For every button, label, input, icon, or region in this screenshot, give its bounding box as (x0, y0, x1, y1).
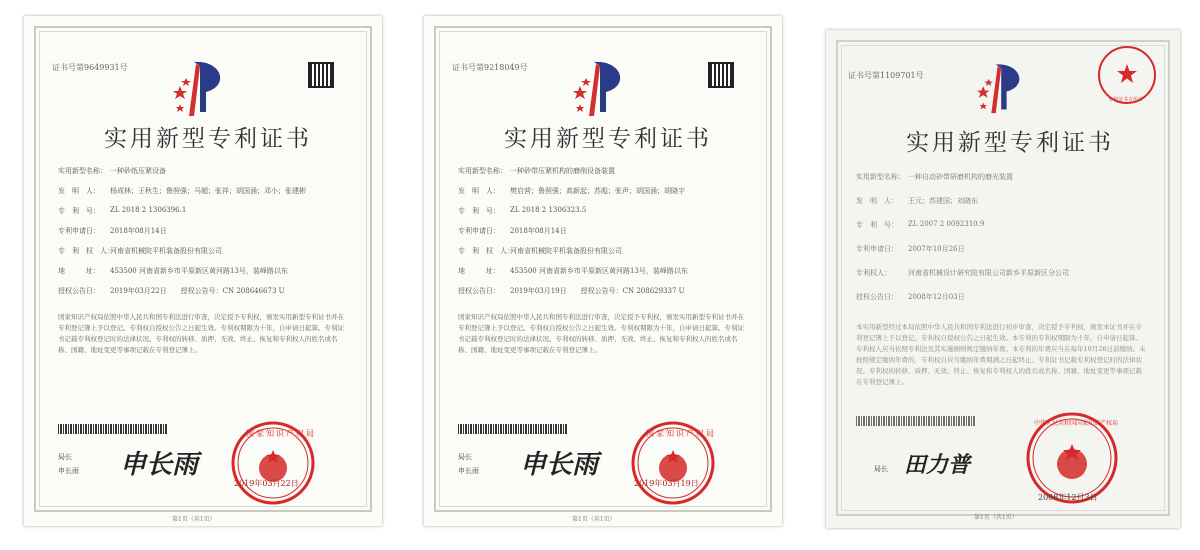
certificate-fields (58, 166, 306, 306)
field-row: 发 明 人： 樊启营；鲁照强；高新起；苏彪；张声；胡国涌；胡晓宇 (458, 187, 685, 195)
seal-text: 国家知识产权局 (246, 429, 316, 438)
field-row: 授权公告日： 2008年12月03日 (856, 293, 965, 301)
field-row: 实用新型名称： 一种砂纸压紧设备 (58, 167, 166, 175)
certificate-body-text: 国家知识产权局依照中华人民共和国专利法进行审查，决定授予专利权，颁发实用新型专利证书并在专利登记簿上予以登记。专利权自授权公告之日起生效。专利权期限为十年，自申请日起算。专利证书记载专利权登记时的法律状况。专利权的转移、质押、无效、终止、恢复和专利权人的姓名或名称、国籍、地址变更等事项记载在专利登记簿上。 (58, 313, 344, 354)
field-row: 授权公告日： 2019年03月22日 授权公告号：CN 208646673 U (58, 287, 285, 295)
certificate-fields (856, 172, 1069, 316)
director-title: 局长 (874, 465, 888, 473)
director-name: 申长雨 (458, 467, 479, 475)
barcode (458, 424, 568, 434)
field-row: 地 址： 453500 河南省新乡市平原新区黄河路13号，装峰路以东 (58, 267, 288, 275)
certificate-date: 2008年12月3日 (1038, 493, 1098, 502)
field-row: 地 址： 453500 河南省新乡市平原新区黄河路13号，装峰路以东 (458, 267, 688, 275)
field-row: 专 利 号： ZL 2018 2 1306396.1 (58, 206, 187, 215)
barcode (58, 424, 168, 434)
patent-office-logo-icon (976, 58, 1030, 116)
field-row: 实用新型名称： 一种自动砂带研磨机构的磨光装置 (856, 173, 1013, 181)
seal-text: 国家知识产权局 (646, 429, 716, 438)
certificate-title: 实用新型专利证书 (504, 126, 712, 152)
top-seal-text: 专利证书专用章 (1108, 97, 1144, 103)
certificate-number: 证书号第9218049号 (452, 63, 528, 72)
barcode (856, 416, 976, 426)
director-title: 局长 (458, 453, 472, 461)
certificate-fields (458, 166, 688, 306)
patent-certificate-1 (24, 16, 382, 526)
certificate-number: 证书号第1109701号 (848, 71, 924, 80)
patent-office-logo-icon (172, 56, 232, 118)
director-title: 局长 (58, 453, 72, 461)
patent-certificate-3 (826, 30, 1180, 528)
seal-text: 中华人民共和国国家知识产权局 (1034, 420, 1119, 427)
field-row: 专 利 号： ZL 2018 2 1306323.5 (458, 206, 587, 215)
field-row: 专利申请日： 2007年10月26日 (856, 245, 965, 253)
field-row: 专利申请日： 2018年08月14日 (458, 227, 567, 235)
page-footer: 第1页（共1页） (974, 514, 1018, 521)
certificate-body-text: 本实用新型经过本局依照中华人民共和国专利法进行初步审查，决定授予专利权，颁发本证书并在专利登记簿上予以登记。专利权自授权公告之日起生效。本专利的专利权期限为十年，自申请日起算。专利权人应当依照专利法及其实施细则规定缴纳年费。本专利的年费应当在每年10月26日前缴纳。未按照规定缴纳年费的，专利权自应当缴纳年费期满之日起终止。专利证书记载专利权登记时的法律状况。专利权的转移、质押、无效、终止、恢复和专利权人的姓名或名称、国籍、地址变更等事项记载在专利登记簿上。 (856, 323, 1146, 386)
patent-office-logo-icon (572, 56, 632, 118)
field-row: 实用新型名称： 一种砂带压紧机构的磨削设备装置 (458, 167, 615, 175)
field-row: 专 利 权 人： 河南省机械院平机装备股份有限公司 (458, 247, 622, 255)
director-signature: 田力普 (904, 452, 971, 478)
certificate-number: 证书号第9649931号 (52, 63, 128, 72)
field-row: 专利申请日： 2018年08月14日 (58, 227, 167, 235)
director-signature: 申长雨 (120, 450, 199, 480)
qr-code (308, 62, 334, 88)
field-row: 发 明 人： 杨成林；王秋生；鲁照强；马超；张祥；胡国涌；邓小；张建彬 (58, 187, 306, 195)
certificate-date: 2019年03月19日 (634, 479, 699, 488)
field-row: 专利权人： 河南省机械设计研究院有限公司新乡平原新区分公司 (856, 269, 1069, 277)
field-row: 专 利 权 人： 河南省机械院平机装备股份有限公司 (58, 247, 222, 255)
certificate-body-text: 国家知识产权局依照中华人民共和国专利法进行审查，决定授予专利权，颁发实用新型专利证书并在专利登记簿上予以登记。专利权自授权公告之日起生效。专利权期限为十年，自申请日起算。专利证书记载专利权登记时的法律状况。专利权的转移、质押、无效、终止、恢复和专利权人的姓名或名称、国籍、地址变更等事项记载在专利登记簿上。 (458, 313, 744, 354)
field-row: 发 明 人： 王元；苏建国；刘晓东 (856, 197, 978, 205)
certificate-title: 实用新型专利证书 (104, 126, 312, 152)
director-signature: 申长雨 (520, 450, 599, 480)
field-row: 授权公告日： 2019年03月19日 授权公告号：CN 208629337 U (458, 287, 685, 295)
field-row: 专 利 号： ZL 2007 2 0092310.9 (856, 220, 985, 229)
patent-certificate-2 (424, 16, 782, 526)
page-footer: 第1页（共1页） (172, 516, 216, 523)
page-footer: 第1页（共1页） (572, 516, 616, 523)
certificate-title: 实用新型专利证书 (906, 130, 1114, 156)
director-name: 申长雨 (58, 467, 79, 475)
certificate-date: 2019年03月22日 (234, 479, 299, 488)
qr-code (708, 62, 734, 88)
